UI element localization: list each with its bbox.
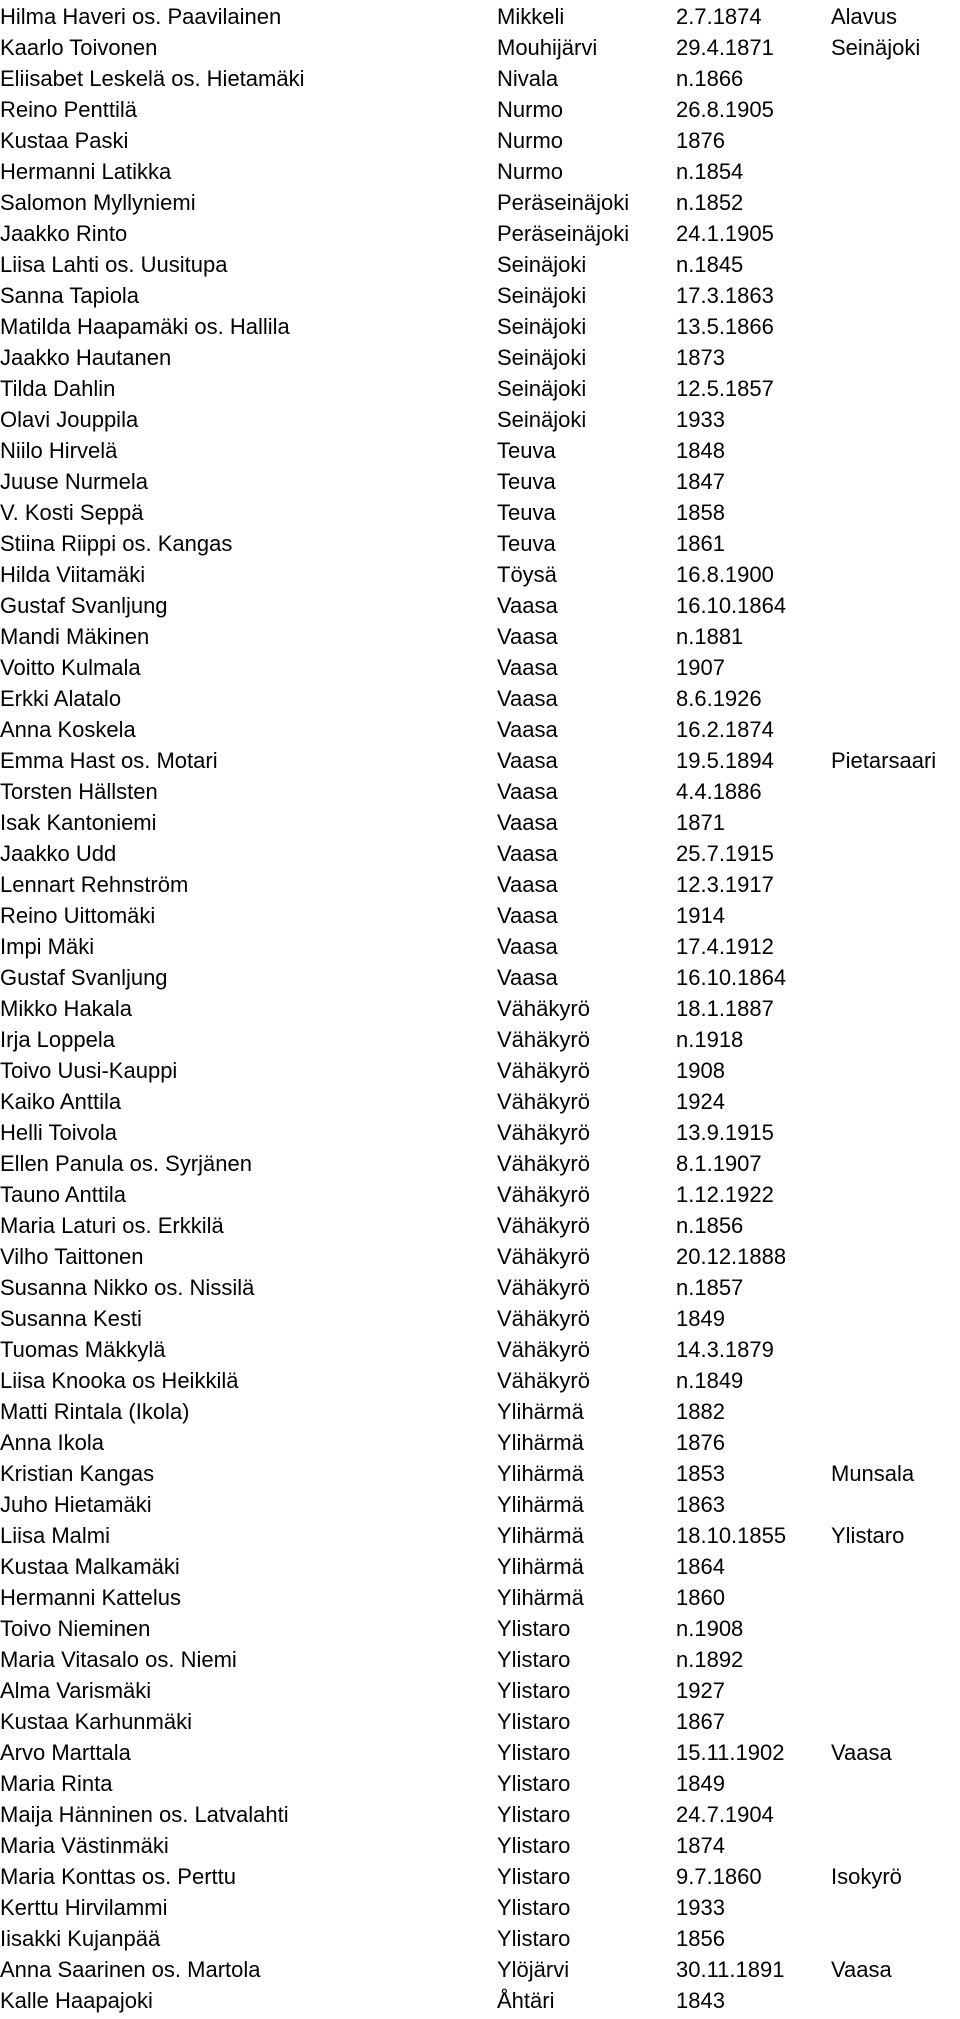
record-date: 1933: [676, 1895, 725, 1920]
record-name: Anna Koskela: [0, 717, 136, 742]
record-place: Mikkeli: [497, 4, 565, 29]
record-place: Vaasa: [497, 779, 558, 804]
record-name: Liisa Knooka os Heikkilä: [0, 1368, 239, 1393]
record-row: [0, 1427, 960, 1458]
record-name: Juuse Nurmela: [0, 469, 148, 494]
record-row: [0, 218, 960, 249]
record-date: 2.7.1874: [676, 4, 762, 29]
record-name: Jaakko Rinto: [0, 221, 128, 246]
record-name: Kustaa Karhunmäki: [0, 1709, 192, 1734]
record-place: Nurmo: [497, 97, 564, 122]
record-row: [0, 1768, 960, 1799]
record-place: Vaasa: [497, 624, 558, 649]
record-name: Maria Laturi os. Erkkilä: [0, 1213, 224, 1238]
record-row: [0, 1923, 960, 1954]
record-place: Vähäkyrö: [497, 996, 590, 1021]
record-place: Vähäkyrö: [497, 1182, 590, 1207]
record-date: 14.3.1879: [676, 1337, 774, 1362]
record-residence: Ylistaro: [831, 1523, 905, 1548]
record-row: [0, 94, 960, 125]
record-date: n.1918: [676, 1027, 744, 1052]
record-date: 1876: [676, 1430, 725, 1455]
record-name: Gustaf Svanljung: [0, 593, 168, 618]
record-place: Vähäkyrö: [497, 1244, 590, 1269]
record-row: [0, 528, 960, 559]
record-name: Maija Hänninen os. Latvalahti: [0, 1802, 289, 1827]
record-residence: Vaasa: [831, 1740, 892, 1765]
record-date: 1914: [676, 903, 725, 928]
record-date: 1933: [676, 407, 725, 432]
record-place: Ylihärmä: [497, 1492, 584, 1517]
record-name: Torsten Hällsten: [0, 779, 158, 804]
record-name: Juho Hietamäki: [0, 1492, 152, 1517]
record-date: 1861: [676, 531, 725, 556]
record-place: Ylistaro: [497, 1771, 571, 1796]
record-name: Maria Rinta: [0, 1771, 113, 1796]
record-row: [0, 652, 960, 683]
record-name: Tauno Anttila: [0, 1182, 126, 1207]
record-name: Maria Konttas os. Perttu: [0, 1864, 236, 1889]
record-date: 1853: [676, 1461, 725, 1486]
record-name: Salomon Myllyniemi: [0, 190, 196, 215]
record-row: [0, 342, 960, 373]
record-name: Toivo Nieminen: [0, 1616, 151, 1641]
record-place: Töysä: [497, 562, 557, 587]
record-name: Kustaa Malkamäki: [0, 1554, 180, 1579]
record-name: Gustaf Svanljung: [0, 965, 168, 990]
record-name: Anna Ikola: [0, 1430, 104, 1455]
record-name: V. Kosti Seppä: [0, 500, 144, 525]
record-date: n.1852: [676, 190, 744, 215]
record-date: n.1845: [676, 252, 744, 277]
record-place: Vähäkyrö: [497, 1337, 590, 1362]
record-place: Peräseinäjoki: [497, 221, 630, 246]
record-date: 16.2.1874: [676, 717, 774, 742]
record-place: Vähäkyrö: [497, 1306, 590, 1331]
record-date: n.1854: [676, 159, 744, 184]
record-date: 13.5.1866: [676, 314, 774, 339]
record-row: [0, 1241, 960, 1272]
record-row: [0, 1861, 960, 1892]
record-date: 12.5.1857: [676, 376, 774, 401]
record-place: Mouhijärvi: [497, 35, 598, 60]
record-date: n.1849: [676, 1368, 744, 1393]
record-row: [0, 1892, 960, 1923]
record-date: 1907: [676, 655, 725, 680]
record-date: 1848: [676, 438, 725, 463]
record-row: [0, 1055, 960, 1086]
record-date: 25.7.1915: [676, 841, 774, 866]
record-date: 30.11.1891: [676, 1957, 785, 1982]
record-row: [0, 807, 960, 838]
record-place: Vähäkyrö: [497, 1368, 590, 1393]
record-place: Vaasa: [497, 655, 558, 680]
record-row: [0, 1272, 960, 1303]
record-date: 4.4.1886: [676, 779, 762, 804]
record-name: Matti Rintala (Ikola): [0, 1399, 190, 1424]
record-place: Vaasa: [497, 841, 558, 866]
record-date: 16.8.1900: [676, 562, 774, 587]
record-name: Impi Mäki: [0, 934, 95, 959]
record-row: [0, 559, 960, 590]
record-date: 1876: [676, 128, 725, 153]
record-date: 17.3.1863: [676, 283, 774, 308]
record-place: Ylistaro: [497, 1833, 571, 1858]
record-date: 20.12.1888: [676, 1244, 787, 1269]
record-name: Liisa Lahti os. Uusitupa: [0, 252, 228, 277]
record-date: 24.7.1904: [676, 1802, 774, 1827]
record-row: [0, 156, 960, 187]
record-place: Ylistaro: [497, 1678, 571, 1703]
record-place: Peräseinäjoki: [497, 190, 630, 215]
record-row: [0, 1830, 960, 1861]
record-place: Ylihärmä: [497, 1554, 584, 1579]
record-residence: Alavus: [831, 4, 898, 29]
record-date: n.1892: [676, 1647, 744, 1672]
record-name: Kalle Haapajoki: [0, 1988, 153, 2013]
record-place: Ylistaro: [497, 1616, 571, 1641]
record-row: [0, 280, 960, 311]
record-date: 1847: [676, 469, 725, 494]
record-row: [0, 311, 960, 342]
record-date: 1863: [676, 1492, 725, 1517]
record-name: Arvo Marttala: [0, 1740, 131, 1765]
record-place: Teuva: [497, 469, 556, 494]
record-place: Ylistaro: [497, 1802, 571, 1827]
record-row: [0, 776, 960, 807]
record-name: Kustaa Paski: [0, 128, 129, 153]
record-name: Mikko Hakala: [0, 996, 133, 1021]
record-residence: Isokyrö: [831, 1864, 902, 1889]
record-row: [0, 1303, 960, 1334]
record-date: 18.1.1887: [676, 996, 774, 1021]
record-place: Ylihärmä: [497, 1523, 584, 1548]
record-name: Tuomas Mäkkylä: [0, 1337, 166, 1362]
record-row: [0, 621, 960, 652]
record-row: [0, 1954, 960, 1985]
record-name: Anna Saarinen os. Martola: [0, 1957, 261, 1982]
record-place: Vähäkyrö: [497, 1275, 590, 1300]
record-date: 1924: [676, 1089, 725, 1114]
record-name: Irja Loppela: [0, 1027, 115, 1052]
record-place: Ylöjärvi: [497, 1957, 570, 1982]
record-name: Lennart Rehnström: [0, 872, 189, 897]
record-name: Niilo Hirvelä: [0, 438, 118, 463]
record-row: [0, 125, 960, 156]
record-place: Ylistaro: [497, 1926, 571, 1951]
record-place: Vaasa: [497, 810, 558, 835]
record-row: [0, 1799, 960, 1830]
record-name: Kaarlo Toivonen: [0, 35, 158, 60]
record-place: Teuva: [497, 438, 556, 463]
record-place: Seinäjoki: [497, 283, 587, 308]
record-row: [0, 466, 960, 497]
record-place: Teuva: [497, 500, 556, 525]
record-name: Tilda Dahlin: [0, 376, 116, 401]
record-row: [0, 1489, 960, 1520]
record-place: Vähäkyrö: [497, 1027, 590, 1052]
record-place: Seinäjoki: [497, 314, 587, 339]
record-date: 1867: [676, 1709, 725, 1734]
record-name: Jaakko Hautanen: [0, 345, 172, 370]
record-name: Kerttu Hirvilammi: [0, 1895, 168, 1920]
record-row: [0, 63, 960, 94]
record-row: [0, 1396, 960, 1427]
record-date: 1927: [676, 1678, 725, 1703]
record-date: 1874: [676, 1833, 725, 1858]
record-row: [0, 1179, 960, 1210]
record-date: 18.10.1855: [676, 1523, 787, 1548]
record-place: Ylihärmä: [497, 1585, 584, 1610]
record-name: Mandi Mäkinen: [0, 624, 150, 649]
record-place: Vähäkyrö: [497, 1213, 590, 1238]
record-residence: Vaasa: [831, 1957, 892, 1982]
record-name: Iisakki Kujanpää: [0, 1926, 161, 1951]
record-name: Maria Västinmäki: [0, 1833, 169, 1858]
record-row: [0, 1985, 960, 2016]
record-date: 1858: [676, 500, 725, 525]
record-date: 19.5.1894: [676, 748, 774, 773]
record-name: Susanna Nikko os. Nissilä: [0, 1275, 255, 1300]
record-row: [0, 1737, 960, 1768]
record-name: Ellen Panula os. Syrjänen: [0, 1151, 252, 1176]
record-row: [0, 1148, 960, 1179]
record-name: Jaakko Udd: [0, 841, 117, 866]
record-date: 29.4.1871: [676, 35, 774, 60]
record-place: Seinäjoki: [497, 376, 587, 401]
record-name: Liisa Malmi: [0, 1523, 111, 1548]
record-place: Vaasa: [497, 686, 558, 711]
record-place: Ylihärmä: [497, 1399, 584, 1424]
record-row: [0, 745, 960, 776]
record-residence: Pietarsaari: [831, 748, 937, 773]
record-name: Vilho Taittonen: [0, 1244, 144, 1269]
record-row: [0, 1210, 960, 1241]
record-name: Hilma Haveri os. Paavilainen: [0, 4, 282, 29]
record-name: Kristian Kangas: [0, 1461, 155, 1486]
record-residence: Munsala: [831, 1461, 915, 1486]
record-place: Nurmo: [497, 128, 564, 153]
record-residence: Seinäjoki: [831, 35, 921, 60]
record-date: n.1856: [676, 1213, 744, 1238]
record-name: Voitto Kulmala: [0, 655, 141, 680]
record-name: Sanna Tapiola: [0, 283, 140, 308]
record-place: Ylihärmä: [497, 1461, 584, 1486]
record-row: [0, 1706, 960, 1737]
record-place: Ylistaro: [497, 1864, 571, 1889]
record-date: 16.10.1864: [676, 593, 787, 618]
record-name: Eliisabet Leskelä os. Hietamäki: [0, 66, 305, 91]
record-name: Hermanni Kattelus: [0, 1585, 181, 1610]
record-row: [0, 249, 960, 280]
record-name: Emma Hast os. Motari: [0, 748, 218, 773]
record-place: Vähäkyrö: [497, 1151, 590, 1176]
record-place: Vaasa: [497, 717, 558, 742]
record-row: [0, 993, 960, 1024]
record-date: n.1881: [676, 624, 744, 649]
record-place: Ylistaro: [497, 1740, 571, 1765]
record-row: [0, 1551, 960, 1582]
record-name: Stiina Riippi os. Kangas: [0, 531, 233, 556]
record-row: [0, 590, 960, 621]
record-name: Erkki Alatalo: [0, 686, 122, 711]
record-date: 13.9.1915: [676, 1120, 774, 1145]
record-place: Seinäjoki: [497, 252, 587, 277]
record-date: 9.7.1860: [676, 1864, 762, 1889]
record-name: Alma Varismäki: [0, 1678, 152, 1703]
record-date: 1871: [676, 810, 725, 835]
record-row: [0, 1024, 960, 1055]
record-place: Teuva: [497, 531, 556, 556]
record-name: Hilda Viitamäki: [0, 562, 146, 587]
record-place: Vähäkyrö: [497, 1120, 590, 1145]
record-row: [0, 187, 960, 218]
record-name: Hermanni Latikka: [0, 159, 172, 184]
record-date: 1908: [676, 1058, 725, 1083]
record-date: n.1908: [676, 1616, 744, 1641]
record-row: [0, 1675, 960, 1706]
record-date: 1882: [676, 1399, 725, 1424]
record-place: Ylistaro: [497, 1895, 571, 1920]
record-place: Vaasa: [497, 872, 558, 897]
record-row: [0, 373, 960, 404]
record-row: [0, 1, 960, 32]
record-date: 1860: [676, 1585, 725, 1610]
record-date: 1849: [676, 1771, 725, 1796]
record-place: Vaasa: [497, 934, 558, 959]
record-name: Reino Uittomäki: [0, 903, 156, 928]
record-date: 24.1.1905: [676, 221, 774, 246]
record-row: [0, 1582, 960, 1613]
record-name: Matilda Haapamäki os. Hallila: [0, 314, 290, 339]
record-date: 26.8.1905: [676, 97, 774, 122]
record-row: [0, 1458, 960, 1489]
record-name: Maria Vitasalo os. Niemi: [0, 1647, 237, 1672]
record-place: Ylistaro: [497, 1647, 571, 1672]
record-date: 16.10.1864: [676, 965, 787, 990]
record-name: Kaiko Anttila: [0, 1089, 122, 1114]
record-row: [0, 1334, 960, 1365]
record-place: Åhtäri: [497, 1988, 555, 2013]
record-name: Reino Penttilä: [0, 97, 137, 122]
record-date: 8.6.1926: [676, 686, 762, 711]
record-place: Nivala: [497, 66, 559, 91]
record-row: [0, 435, 960, 466]
record-name: Toivo Uusi-Kauppi: [0, 1058, 178, 1083]
record-date: 17.4.1912: [676, 934, 774, 959]
record-date: 1873: [676, 345, 725, 370]
record-row: [0, 1117, 960, 1148]
record-name: Isak Kantoniemi: [0, 810, 157, 835]
record-place: Seinäjoki: [497, 407, 587, 432]
record-place: Vähäkyrö: [497, 1058, 590, 1083]
record-row: [0, 931, 960, 962]
record-row: [0, 1613, 960, 1644]
record-date: 15.11.1902: [676, 1740, 785, 1765]
record-place: Vaasa: [497, 748, 558, 773]
record-date: 1864: [676, 1554, 725, 1579]
record-name: Olavi Jouppila: [0, 407, 139, 432]
record-date: 1.12.1922: [676, 1182, 774, 1207]
record-row: [0, 869, 960, 900]
record-place: Nurmo: [497, 159, 564, 184]
record-date: 12.3.1917: [676, 872, 774, 897]
record-date: 1849: [676, 1306, 725, 1331]
record-place: Vaasa: [497, 965, 558, 990]
record-date: 8.1.1907: [676, 1151, 762, 1176]
record-place: Seinäjoki: [497, 345, 587, 370]
record-place: Vähäkyrö: [497, 1089, 590, 1114]
record-date: n.1857: [676, 1275, 744, 1300]
record-row: [0, 900, 960, 931]
record-row: [0, 838, 960, 869]
record-row: [0, 497, 960, 528]
record-date: 1856: [676, 1926, 725, 1951]
record-name: Helli Toivola: [0, 1120, 117, 1145]
record-row: [0, 1086, 960, 1117]
record-row: [0, 1520, 960, 1551]
record-date: 1843: [676, 1988, 725, 2013]
record-row: [0, 683, 960, 714]
record-place: Vaasa: [497, 903, 558, 928]
record-place: Ylistaro: [497, 1709, 571, 1734]
record-row: [0, 714, 960, 745]
record-place: Vaasa: [497, 593, 558, 618]
record-row: [0, 404, 960, 435]
record-row: [0, 1365, 960, 1396]
record-place: Ylihärmä: [497, 1430, 584, 1455]
record-name: Susanna Kesti: [0, 1306, 142, 1331]
record-date: n.1866: [676, 66, 744, 91]
record-row: [0, 962, 960, 993]
record-row: [0, 32, 960, 63]
record-row: [0, 1644, 960, 1675]
